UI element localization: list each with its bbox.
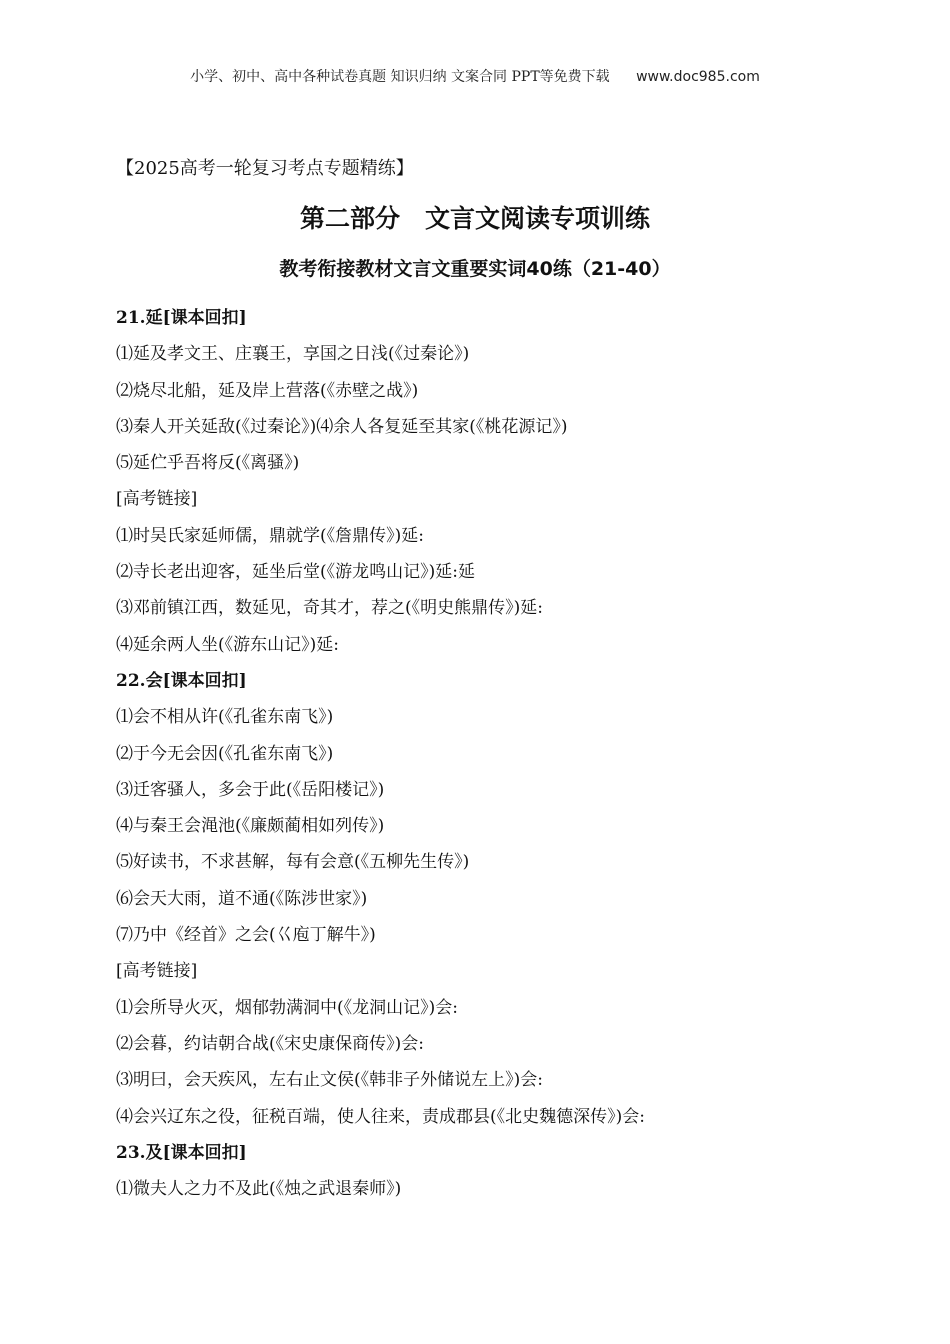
series-tag: 【2025高考一轮复习考点专题精练】 — [116, 158, 414, 179]
section-heading: 22.会[课本回扣] — [116, 670, 247, 691]
exercise-line: ⑷会兴辽东之役，征税百端，使人往来，责成郡县(《北史魏德深传》)会: — [116, 1106, 645, 1127]
exercise-content — [116, 300, 856, 1207]
exercise-line: [高考链接] — [116, 961, 198, 982]
header-site-link[interactable]: www.doc985.com — [636, 69, 760, 85]
document-subtitle: 教考衔接教材文言文重要实词40练（21-40） — [279, 258, 671, 280]
part-title: 第二部分 文言文阅读专项训练 — [299, 204, 650, 233]
exercise-line: ⑴延及孝文王、庄襄王，享国之日浅(《过秦论》) — [116, 344, 470, 365]
exercise-line: ⑸好读书，不求甚解，每有会意(《五柳先生传》) — [116, 852, 470, 873]
exercise-line: ⑺乃中《经首》之会(巜庖丁解牛》) — [116, 925, 376, 946]
exercise-line: [高考链接] — [116, 489, 198, 510]
exercise-line: ⑹会天大雨，道不通(《陈涉世家》) — [116, 888, 368, 909]
exercise-line: ⑵会暮，约诘朝合战(《宋史康保商传》)会: — [116, 1033, 424, 1054]
section-heading: 21.延[课本回扣] — [116, 308, 247, 328]
section-heading: 23.及[课本回扣] — [116, 1142, 247, 1163]
page-header — [0, 66, 950, 86]
exercise-line: ⑴时吴氏家延师儒，鼎就学(《詹鼎传》)延: — [116, 525, 424, 546]
exercise-line: ⑶邓前镇江西，数延见，奇其才，荐之(《明史熊鼎传》)延: — [116, 598, 543, 619]
exercise-line: ⑴会所导火灭，烟郁勃满洞中(《龙洞山记》)会: — [116, 997, 458, 1018]
header-text: 小学、初中、高中各种试卷真题 知识归纳 文案合同 PPT等免费下载 — [190, 69, 610, 85]
exercise-line: ⑶迁客骚人，多会于此(《岳阳楼记》) — [116, 779, 385, 800]
exercise-line: ⑷延余两人坐(《游东山记》)延: — [116, 634, 339, 655]
exercise-line: ⑵于今无会因(《孔雀东南飞》) — [116, 743, 334, 764]
exercise-line: ⑷与秦王会渑池(《廉颇蔺相如列传》) — [116, 816, 385, 837]
exercise-line: ⑴会不相从许(《孔雀东南飞》) — [116, 707, 334, 728]
exercise-line: ⑶明曰，会天疾风，左右止文侯(《韩非子外储说左上》)会: — [116, 1070, 543, 1091]
exercise-line: ⑵烧尽北船，延及岸上营落(《赤壁之战》) — [116, 380, 419, 401]
exercise-line: ⑴微夫人之力不及此(《烛之武退秦师》) — [116, 1179, 402, 1200]
exercise-line: ⑸延伫乎吾将反(《离骚》) — [116, 453, 300, 474]
exercise-line: ⑵寺长老出迎客，延坐后堂(《游龙鸣山记》)延:延 — [116, 562, 475, 583]
exercise-line: ⑶秦人开关延敌(《过秦论》)⑷余人各复延至其家(《桃花源记》) — [116, 416, 568, 437]
